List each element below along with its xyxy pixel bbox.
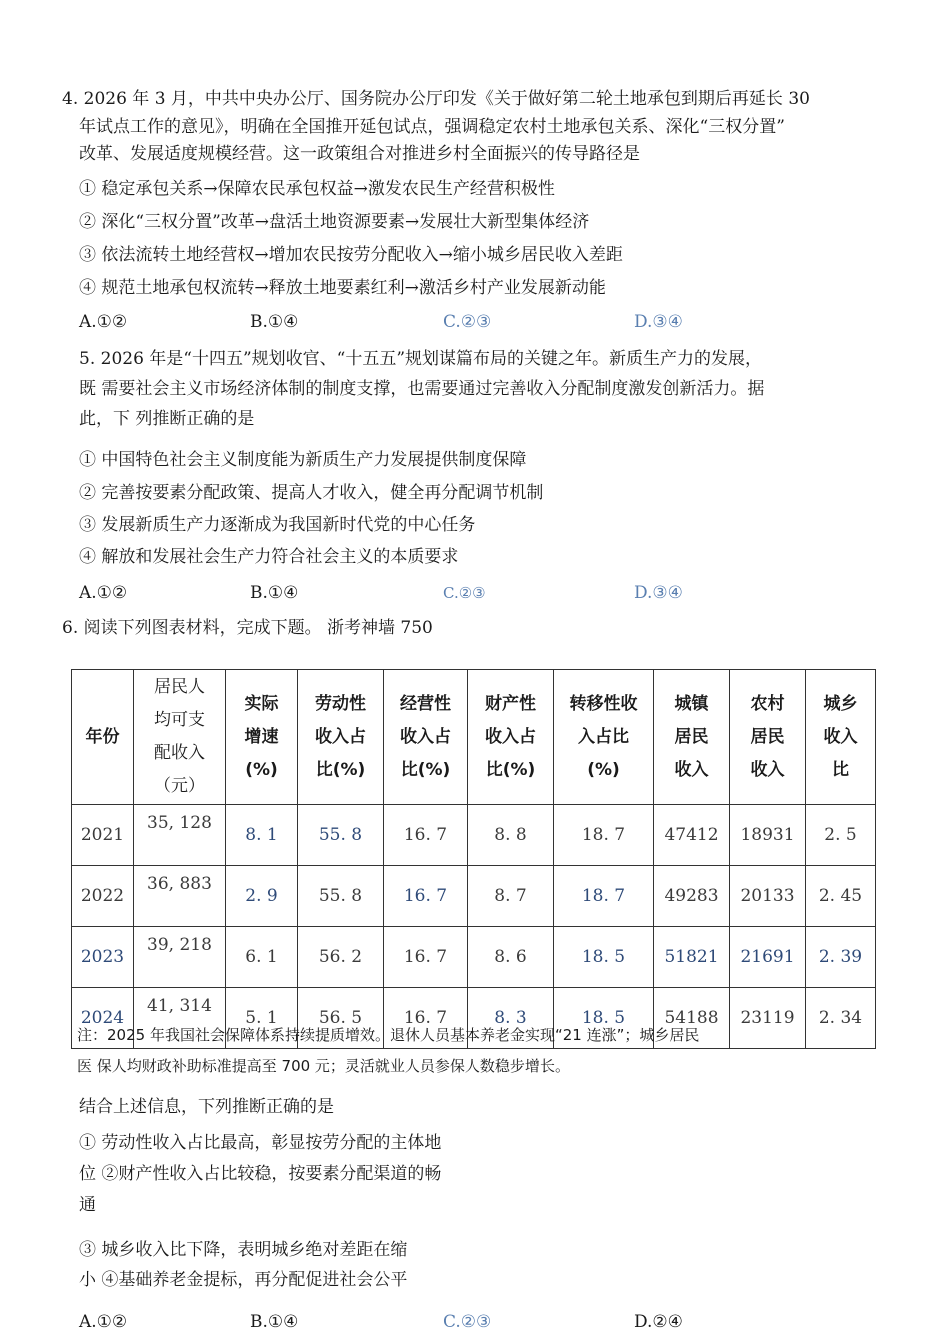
header-rural-income: 农村 居民 收入: [730, 670, 806, 805]
table-row: [72, 927, 876, 988]
q5-stem-line-3: 此，下 列推断正确的是: [79, 409, 255, 429]
q5-stem-line-1: 5. 2026 年是“十四五”规划收官、“十五五”规划谋篇布局的关键之年。新质生产力的发展，: [79, 349, 763, 369]
cell-disposable-income: 41, 314: [134, 988, 226, 1049]
q6-option-d[interactable]: D.②④: [634, 1312, 683, 1332]
cell-year: 2023: [72, 927, 134, 988]
cell-year: 2024: [72, 988, 134, 1049]
q5-option-a[interactable]: A.①②: [79, 583, 128, 603]
table-row: [72, 805, 876, 866]
q6-item-line-4: ③ 城乡收入比下降，表明城乡绝对差距在缩: [79, 1240, 408, 1260]
cell-disposable-income: 39, 218: [134, 927, 226, 988]
q5-option-d[interactable]: D.③④: [634, 583, 683, 603]
cell-real-growth: 2. 9: [226, 866, 298, 927]
cell-business-share: 16. 7: [384, 866, 468, 927]
cell-disposable-income: 36, 883: [134, 866, 226, 927]
income-data-table: [71, 669, 876, 1049]
q4-stem-line-2: 年试点工作的意见》，明确在全国推开延包试点，强调稳定农村土地承包关系、深化“三权分置”: [79, 117, 785, 137]
cell-property-share: 8. 6: [468, 927, 554, 988]
cell-labor-share: 55. 8: [298, 866, 384, 927]
q4-option-c[interactable]: C.②③: [443, 312, 492, 332]
cell-transfer-share: 18. 7: [554, 805, 654, 866]
cell-labor-share: 55. 8: [298, 805, 384, 866]
q5-item-3: ③ 发展新质生产力逐渐成为我国新时代党的中心任务: [79, 515, 476, 535]
cell-income-ratio: 2. 34: [806, 988, 876, 1049]
q6-item-line-3: 通: [79, 1195, 96, 1215]
q6-item-line-1: ① 劳动性收入占比最高，彰显按劳分配的主体地: [79, 1133, 442, 1153]
cell-income-ratio: 2. 39: [806, 927, 876, 988]
q6-item-line-5: 小 ④基础养老金提标，再分配促进社会公平: [79, 1270, 408, 1290]
q4-item-1: ① 稳定承包关系→保障农民承包权益→激发农民生产经营积极性: [79, 179, 555, 199]
q6-option-a[interactable]: A.①②: [79, 1312, 128, 1332]
cell-income-ratio: 2. 5: [806, 805, 876, 866]
cell-real-growth: 5. 1: [226, 988, 298, 1049]
cell-year: 2021: [72, 805, 134, 866]
cell-labor-share: 56. 5: [298, 988, 384, 1049]
header-transfer-income-share: 转移性收 入占比 (%): [554, 670, 654, 805]
q6-option-b[interactable]: B.①④: [250, 1312, 299, 1332]
table-header-row: [72, 670, 876, 805]
cell-rural-income: 21691: [730, 927, 806, 988]
cell-transfer-share: 18. 5: [554, 927, 654, 988]
table-note-line-1: 注：2025 年我国社会保障体系持续提质增效。退休人员基本养老金实现“21 连涨”；城乡居民: [77, 1026, 700, 1044]
q5-stem-line-2: 既 需要社会主义市场经济体制的制度支撑，也需要通过完善收入分配制度激发创新活力。据: [79, 379, 765, 399]
cell-real-growth: 8. 1: [226, 805, 298, 866]
q4-item-4: ④ 规范土地承包权流转→释放土地要素红利→激活乡村产业发展新动能: [79, 278, 606, 298]
cell-labor-share: 56. 2: [298, 927, 384, 988]
q5-option-b[interactable]: B.①④: [250, 583, 299, 603]
table-row: [72, 866, 876, 927]
q4-option-b[interactable]: B.①④: [250, 312, 299, 332]
q6-item-line-2: 位 ②财产性收入占比较稳，按要素分配渠道的畅: [79, 1164, 442, 1184]
q4-stem-line-3: 改革、发展适度规模经营。这一政策组合对推进乡村全面振兴的传导路径是: [79, 144, 640, 164]
cell-business-share: 16. 7: [384, 988, 468, 1049]
header-property-income-share: 财产性 收入占 比(%): [468, 670, 554, 805]
header-year: 年份: [72, 670, 134, 805]
cell-property-share: 8. 3: [468, 988, 554, 1049]
cell-rural-income: 18931: [730, 805, 806, 866]
q4-stem-line-1: 4. 2026 年 3 月，中共中央办公厅、国务院办公厅印发《关于做好第二轮土地承包到期后再延长 30: [62, 89, 810, 109]
q4-option-a[interactable]: A.①②: [79, 312, 128, 332]
table-note-line-2: 医 保人均财政补助标准提高至 700 元；灵活就业人员参保人数稳步增长。: [77, 1057, 570, 1075]
q4-option-d[interactable]: D.③④: [634, 312, 683, 332]
header-business-income-share: 经营性 收入占 比(%): [384, 670, 468, 805]
cell-income-ratio: 2. 45: [806, 866, 876, 927]
cell-urban-income: 49283: [654, 866, 730, 927]
header-urban-rural-ratio: 城乡 收入 比: [806, 670, 876, 805]
cell-property-share: 8. 8: [468, 805, 554, 866]
header-labor-income-share: 劳动性 收入占 比(%): [298, 670, 384, 805]
cell-urban-income: 51821: [654, 927, 730, 988]
q5-item-1: ① 中国特色社会主义制度能为新质生产力发展提供制度保障: [79, 450, 527, 470]
q5-item-4: ④ 解放和发展社会生产力符合社会主义的本质要求: [79, 547, 459, 567]
cell-urban-income: 47412: [654, 805, 730, 866]
cell-urban-income: 54188: [654, 988, 730, 1049]
q6-stem: 6. 阅读下列图表材料，完成下题。 浙考神墙 750: [62, 618, 433, 638]
header-urban-income: 城镇 居民 收入: [654, 670, 730, 805]
q6-question: 结合上述信息，下列推断正确的是: [79, 1097, 334, 1117]
q4-item-3: ③ 依法流转土地经营权→增加农民按劳分配收入→缩小城乡居民收入差距: [79, 245, 623, 265]
cell-transfer-share: 18. 7: [554, 866, 654, 927]
cell-transfer-share: 18. 5: [554, 988, 654, 1049]
cell-rural-income: 23119: [730, 988, 806, 1049]
header-disposable-income: 居民人 均可支 配收入 （元）: [134, 670, 226, 805]
q5-item-2: ② 完善按要素分配政策、提高人才收入，健全再分配调节机制: [79, 483, 544, 503]
q4-item-2: ② 深化“三权分置”改革→盘活土地资源要素→发展壮大新型集体经济: [79, 212, 590, 232]
cell-property-share: 8. 7: [468, 866, 554, 927]
q5-option-c[interactable]: C.②③: [443, 584, 486, 602]
cell-rural-income: 20133: [730, 866, 806, 927]
cell-year: 2022: [72, 866, 134, 927]
q6-option-c[interactable]: C.②③: [443, 1312, 492, 1332]
cell-business-share: 16. 7: [384, 927, 468, 988]
cell-disposable-income: 35, 128: [134, 805, 226, 866]
cell-business-share: 16. 7: [384, 805, 468, 866]
header-real-growth: 实际 增速 (%): [226, 670, 298, 805]
cell-real-growth: 6. 1: [226, 927, 298, 988]
